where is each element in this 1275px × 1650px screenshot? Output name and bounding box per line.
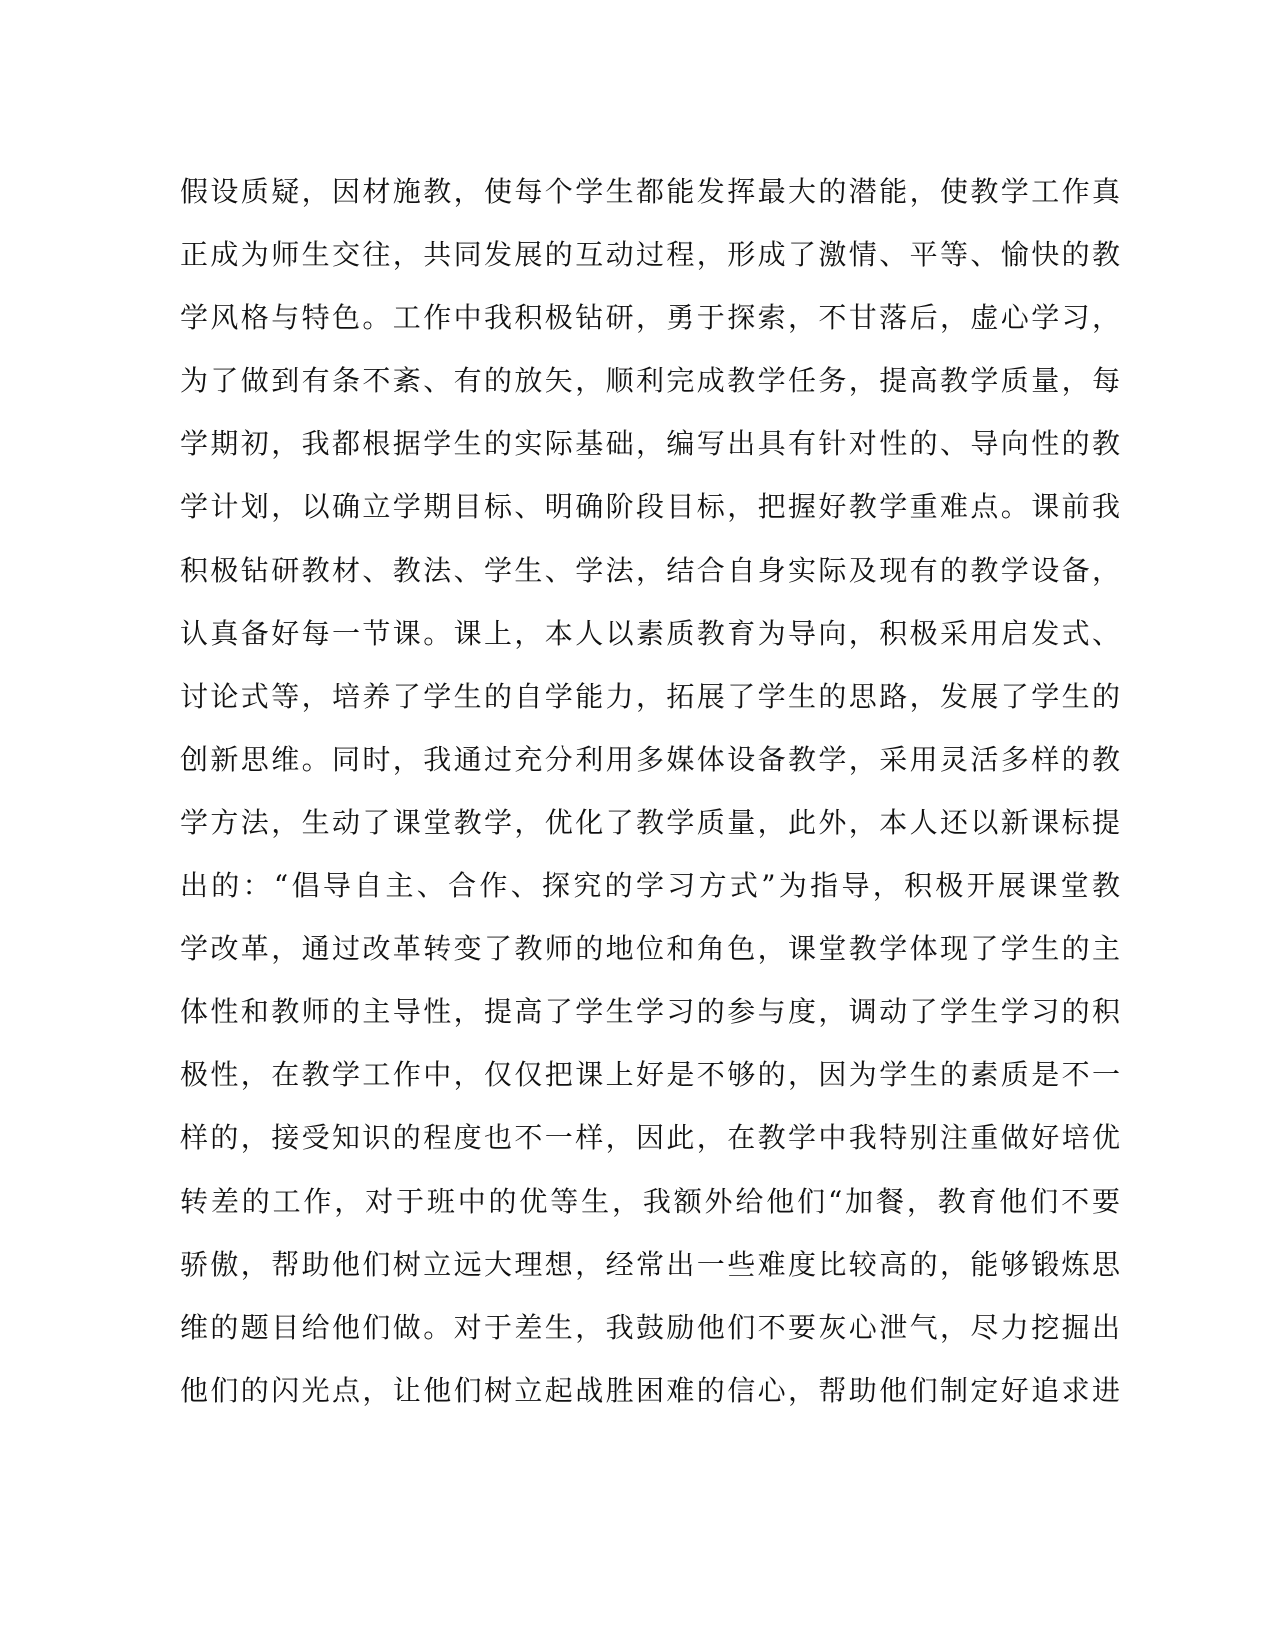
text-line: 学方法，生动了课堂教学，优化了教学质量，此外，本人还以新课标提 xyxy=(180,805,1120,839)
body-paragraph xyxy=(180,160,1120,1422)
text-line: 正成为师生交往，共同发展的互动过程，形成了激情、平等、愉快的教 xyxy=(180,238,1120,272)
text-line: 学计划，以确立学期目标、明确阶段目标，把握好教学重难点。课前我 xyxy=(180,490,1120,524)
text-line: 骄傲，帮助他们树立远大理想，经常出一些难度比较高的，能够锻炼思 xyxy=(180,1247,1120,1281)
text-line: 讨论式等，培养了学生的自学能力，拓展了学生的思路，发展了学生的 xyxy=(180,679,1120,713)
text-line: 转差的工作，对于班中的优等生，我额外给他们“加餐，教育他们不要 xyxy=(180,1184,1120,1218)
text-line: 学期初，我都根据学生的实际基础，编写出具有针对性的、导向性的教 xyxy=(180,427,1120,461)
text-line: 体性和教师的主导性，提高了学生学习的参与度，调动了学生学习的积 xyxy=(180,995,1120,1029)
text-line: 学风格与特色。工作中我积极钻研，勇于探索，不甘落后，虚心学习， xyxy=(180,301,1120,335)
text-line: 认真备好每一节课。课上，本人以素质教育为导向，积极采用启发式、 xyxy=(180,616,1120,650)
text-line: 为了做到有条不紊、有的放矢，顺利完成教学任务，提高教学质量，每 xyxy=(180,364,1120,398)
text-line: 学改革，通过改革转变了教师的地位和角色，课堂教学体现了学生的主 xyxy=(180,932,1120,966)
text-line: 出的：“倡导自主、合作、探究的学习方式”为指导，积极开展课堂教 xyxy=(180,869,1120,903)
text-line: 维的题目给他们做。对于差生，我鼓励他们不要灰心泄气，尽力挖掘出 xyxy=(180,1310,1120,1344)
text-line: 样的，接受知识的程度也不一样，因此，在教学中我特别注重做好培优 xyxy=(180,1121,1120,1155)
text-line: 创新思维。同时，我通过充分利用多媒体设备教学，采用灵活多样的教 xyxy=(180,742,1120,776)
text-line: 积极钻研教材、教法、学生、学法，结合自身实际及现有的教学设备， xyxy=(180,553,1120,587)
text-line: 假设质疑，因材施教，使每个学生都能发挥最大的潜能，使教学工作真 xyxy=(180,175,1120,208)
text-line: 极性，在教学工作中，仅仅把课上好是不够的，因为学生的素质是不一 xyxy=(180,1058,1120,1092)
text-line: 他们的闪光点，让他们树立起战胜困难的信心，帮助他们制定好追求进 xyxy=(180,1373,1120,1407)
